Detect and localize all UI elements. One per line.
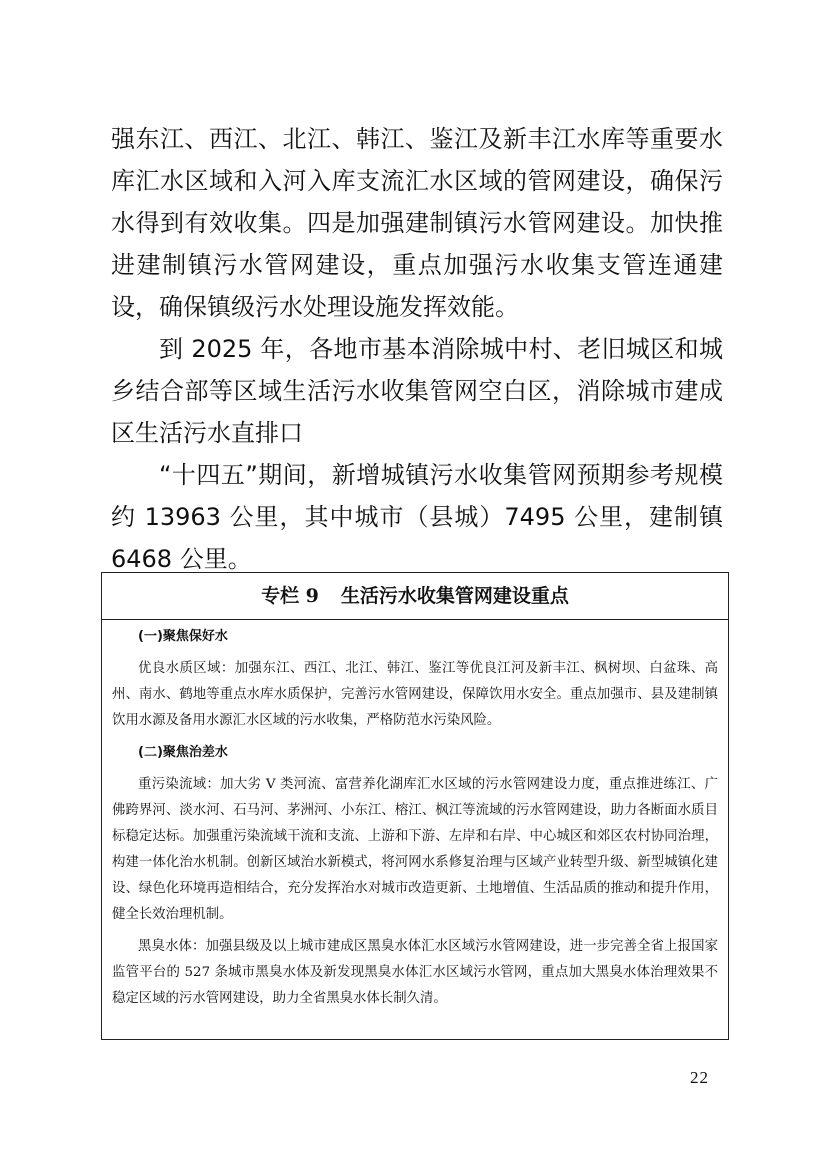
paragraph-14th-five-year: “十四五”期间，新增城镇污水收集管网预期参考规模约 13963 公里，其中城市（县城）7495 公里，建制镇 6468 公里。 [111, 461, 723, 573]
section-heading-2: (二)聚焦治差水 [138, 745, 228, 760]
page-number: 22 [690, 1068, 709, 1087]
box-title [102, 573, 728, 620]
section-2-paragraph-2: 黑臭水体：加强县级及以上城市建成区黑臭水体汇水区域污水管网建设，进一步完善全省上报国家监管平台的 527 条城市黑臭水体及新发现黑臭水体汇水区域污水管网，重点加大黑臭水体治理效果不稳定区域的污水管网建设，助力全省黑臭水体长制久清。 [112, 939, 718, 1006]
section-1-paragraph: 优良水质区域：加强东江、西江、北江、韩江、鉴江等优良江河及新丰江、枫树坝、白盆珠、高州、南水、鹤地等重点水库水质保护，完善污水管网建设，保障饮用水安全。重点加强市、县及建制镇饮用水源及备用水源汇水区域的污水收集，严格防范水污染风险。 [112, 661, 718, 728]
paragraph-continuation: 强东江、西江、北江、韩江、鉴江及新丰江水库等重要水库汇水区域和入河入库支流汇水区域的管网建设，确保污水得到有效收集。四是加强建制镇污水管网建设。加快推进建制镇污水管网建设，重点加强污水收集支管连通建设，确保镇级污水处理设施发挥效能。 [111, 125, 723, 321]
box-title-text: 生活污水收集管网建设重点 [340, 585, 569, 607]
main-text [111, 118, 723, 580]
column-box [101, 572, 729, 1040]
box-title-number: 专栏 9 [261, 585, 319, 607]
paragraph-2025-target: 到 2025 年，各地市基本消除城中村、老旧城区和城乡结合部等区域生活污水收集管网空白区，消除城市建成区生活污水直排口 [111, 335, 723, 447]
box-body [102, 620, 728, 1012]
section-2-paragraph-1: 重污染流域：加大劣 V 类河流、富营养化湖库汇水区域的污水管网建设力度，重点推进练江、广佛跨界河、淡水河、石马河、茅洲河、小东江、榕江、枫江等流域的污水管网建设，助力各断面水质目标稳定达标。加强重污染流域干流和支流、上游和下游、左岸和右岸、中心城区和郊区农村协同治理，构建一体化治水机制。创新区域治水新模式，将河网水系修复治理与区域产业转型升级、新型城镇化建设、绿色化环境再造相结合，充分发挥治水对城市改造更新、土地增值、生活品质的推动和提升作用，健全长效治理机制。 [112, 777, 718, 922]
section-heading-1: (一)聚焦保好水 [138, 629, 228, 644]
